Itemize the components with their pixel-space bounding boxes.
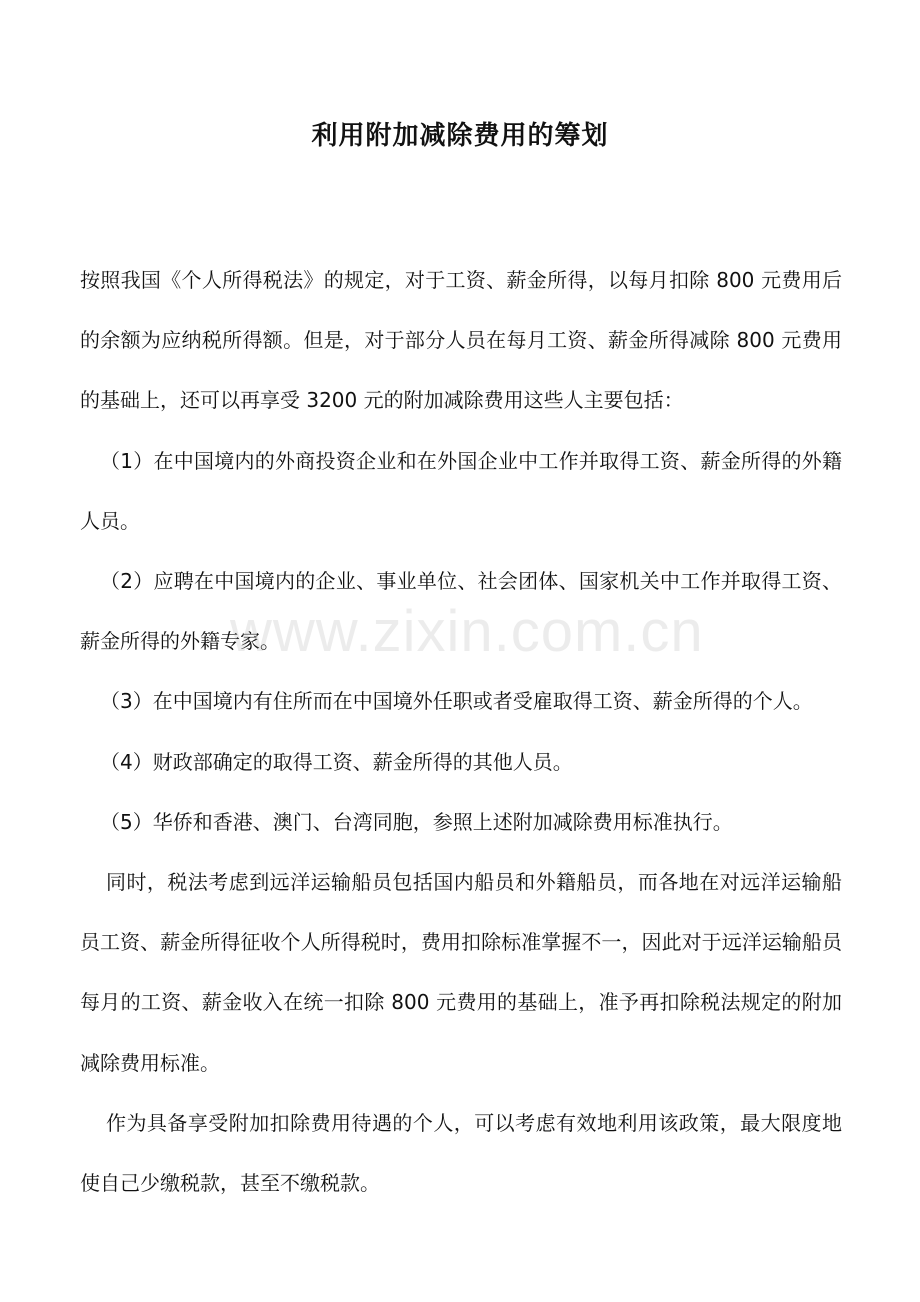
list-item-3: （3）在中国境内有住所而在中国境外任职或者受雇取得工资、薪金所得的个人。 bbox=[100, 689, 813, 714]
list-item-4: （4）财政部确定的取得工资、薪金所得的其他人员。 bbox=[100, 749, 573, 774]
list-item-1: （1）在中国境内的外商投资企业和在外国企业中工作并取得工资、薪金所得的外籍人员。 bbox=[80, 448, 842, 533]
paragraph-conclusion: 作为具备享受附加扣除费用待遇的个人，可以考虑有效地利用该政策，最大限度地使自己少缴税款，甚至不缴税款。 bbox=[80, 1110, 842, 1196]
list-item-2: （2）应聘在中国境内的企业、事业单位、社会团体、国家机关中工作并取得工资、薪金所得的外籍专家。 bbox=[80, 569, 842, 654]
list-item-5: （5）华侨和香港、澳门、台湾同胞，参照上述附加减除费用标准执行。 bbox=[100, 809, 733, 834]
watermark-text: www.zixin.com.cn bbox=[230, 599, 704, 664]
document-body bbox=[80, 250, 842, 1213]
paragraph-seafarers: 同时，税法考虑到远洋运输船员包括国内船员和外籍船员，而各地在对远洋运输船员工资、薪金所得征收个人所得税时，费用扣除标准掌握不一，因此对于远洋运输船员每月的工资、薪金收入在统一扣除 800 元费用的基础上，准予再扣除税法规定的附加减除费用标准。 bbox=[80, 870, 842, 1075]
document-title: 利用附加减除费用的筹划 bbox=[311, 121, 609, 151]
paragraph-intro: 按照我国《个人所得税法》的规定，对于工资、薪金所得，以每月扣除 800 元费用后的余额为应纳税所得额。但是，对于部分人员在每月工资、薪金所得减除 800 元费用的基础上，还可以再享受 3200 元的附加减除费用这些人主要包括： bbox=[80, 268, 842, 413]
